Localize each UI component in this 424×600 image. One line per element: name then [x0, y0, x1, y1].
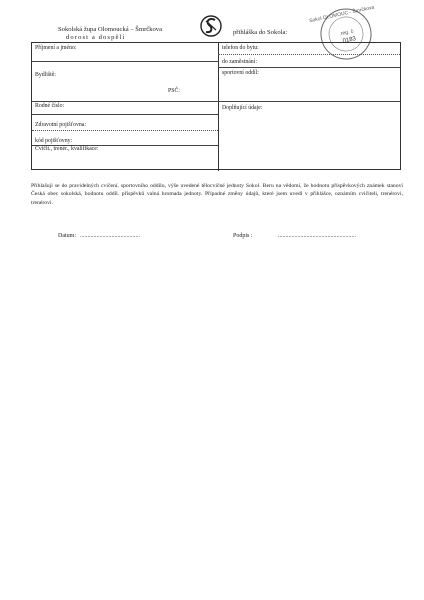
roles-label: Cvičit., trenér., kvalifikace: [35, 146, 99, 152]
stamp-ring-text: Sokol OLOMOUC - Šmrčkova [308, 4, 375, 25]
phone-label: telefon do bytu: [222, 45, 259, 51]
birth-number-label: Rodné číslo: [35, 103, 65, 109]
employer-label: do zaměstnání: [222, 59, 257, 65]
declaration-text: Přihlašuji se do pravidelných cvičení, sportovního oddílu, výše uvedené tělocvičné jednoty Sokol. Beru na vědomí, že hodnotu příspěvkových známek stanoví Česká obec sokolská, hodnotu oddíl. příspěvků valná hromada jednoty. Případné změny údajů, které jsem uvedl v přihlášce, oznámím cvičiteli, trenérovi, trenérovi. [31, 183, 403, 206]
extra-info-label: Doplňující údaje: [222, 105, 263, 111]
insurance-code-label: kód pojišťovny: [35, 138, 73, 144]
application-form [31, 42, 401, 170]
signature-field[interactable]: .................................................... [278, 233, 356, 239]
insurance-label: Zdravotní pojišťovna: [35, 122, 86, 128]
column-divider [218, 43, 219, 171]
row-divider [218, 67, 400, 68]
row-divider [218, 54, 400, 55]
signature-label: Podpis : [233, 233, 253, 239]
row-divider [32, 101, 218, 102]
date-label: Datum: [58, 233, 76, 239]
row-divider [32, 130, 218, 131]
stamp-line1: reg. č. [340, 28, 356, 37]
row-divider [32, 114, 218, 115]
form-title: přihláška do Sokola: [233, 29, 288, 36]
zip-label: PSČ: [168, 88, 180, 94]
sokol-emblem-icon [200, 14, 222, 38]
sports-dept-label: sportovní oddíl: [222, 70, 259, 76]
organization-subtitle: dorost a dospělí [66, 34, 126, 41]
address-label: Bydliště: [35, 72, 56, 78]
organization-name: Sokolská župa Olomoucká – Šmrčkova [58, 26, 163, 33]
row-divider [32, 61, 218, 62]
name-label: Příjmení a jméno: [35, 45, 77, 51]
date-field[interactable]: ........................................ [80, 233, 140, 239]
stamp-line2: 0183 [342, 36, 357, 45]
row-divider [218, 101, 400, 102]
